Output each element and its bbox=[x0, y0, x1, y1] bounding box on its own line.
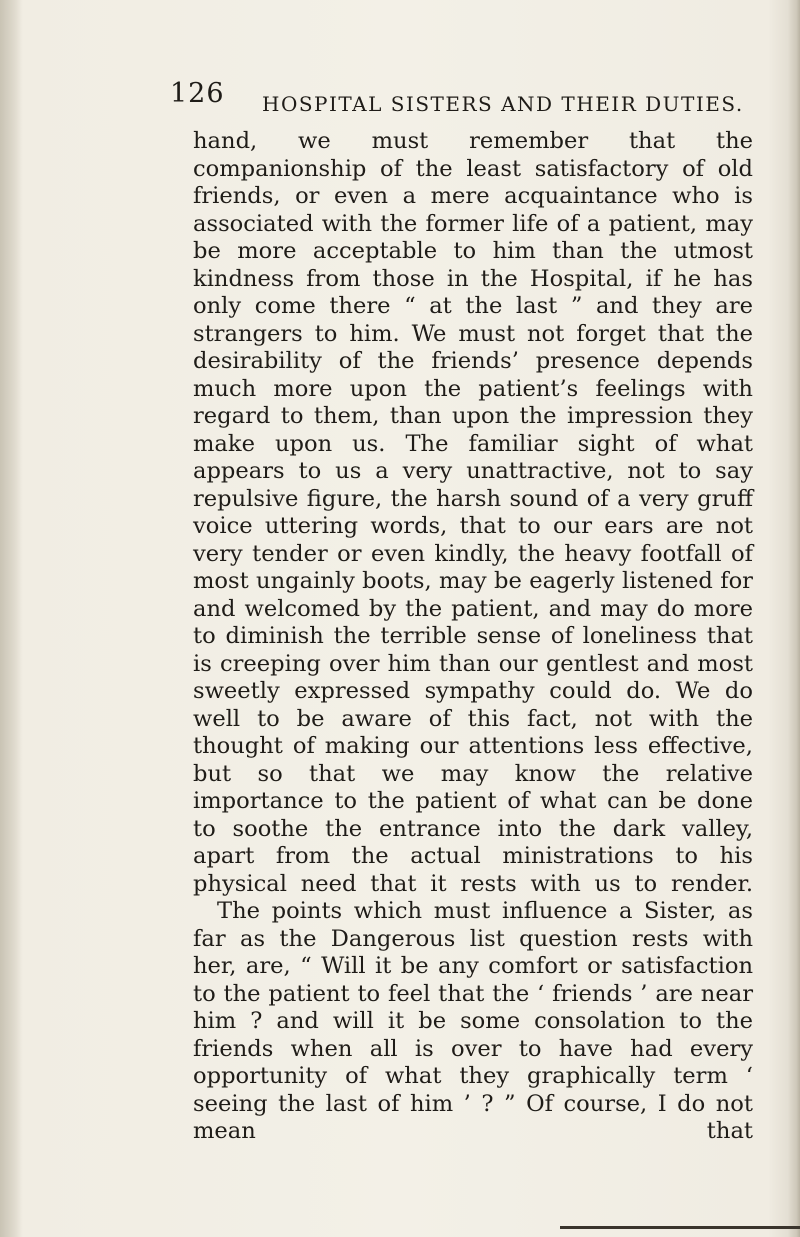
paragraph: The points which must influence a Sister, as far as the Dangerous list question rests with her, are, “ Will it be any comfort or satisfaction to the patient to feel that the ‘ friends ’ are near him ? and will it be some consolation to the friends when all is over to have had every opportunity of what they graphically term ‘ seeing the last of him ’ ? ” Of course, I do not mean that bbox=[193, 898, 753, 1144]
page-body bbox=[193, 128, 753, 1146]
page-header bbox=[170, 78, 744, 118]
paragraph: hand, we must remember that the companionship of the least satisfactory of old friends, or even a mere acquaintance who is associated with the former life of a patient, may be more acceptable to him than the utmost kindness from those in the Hospital, if he has only come there “ at the last ” and they are strangers to him. We must not forget that the desirability of the friends’ presence depends much more upon the patient’s feelings with regard to them, than upon the impression they make upon us. The familiar sight of what appears to us a very unattractive, not to say repulsive figure, the harsh sound of a very gruff voice uttering words, that to our ears are not very tender or even kindly, the heavy footfall of most ungainly boots, may be eagerly listened for and welcomed by the patient, and may do more to diminish the terrible sense of loneliness that is creeping over him than our gentlest and most sweetly expressed sympathy could do. We do well to be aware of this fact, not with the thought of making our attentions less effective, but so that we may know the relative importance to the patient of what can be done to soothe the entrance into the dark valley, apart from the actual ministrations to his physical need that it rests with us to render. bbox=[193, 128, 753, 897]
running-title: HOSPITAL SISTERS AND THEIR DUTIES. bbox=[262, 92, 744, 116]
page-bottom-rule bbox=[560, 1226, 800, 1229]
page-gutter-shadow bbox=[0, 0, 22, 1237]
page-edge-shadow bbox=[788, 0, 800, 1237]
page-number: 126 bbox=[170, 78, 225, 109]
